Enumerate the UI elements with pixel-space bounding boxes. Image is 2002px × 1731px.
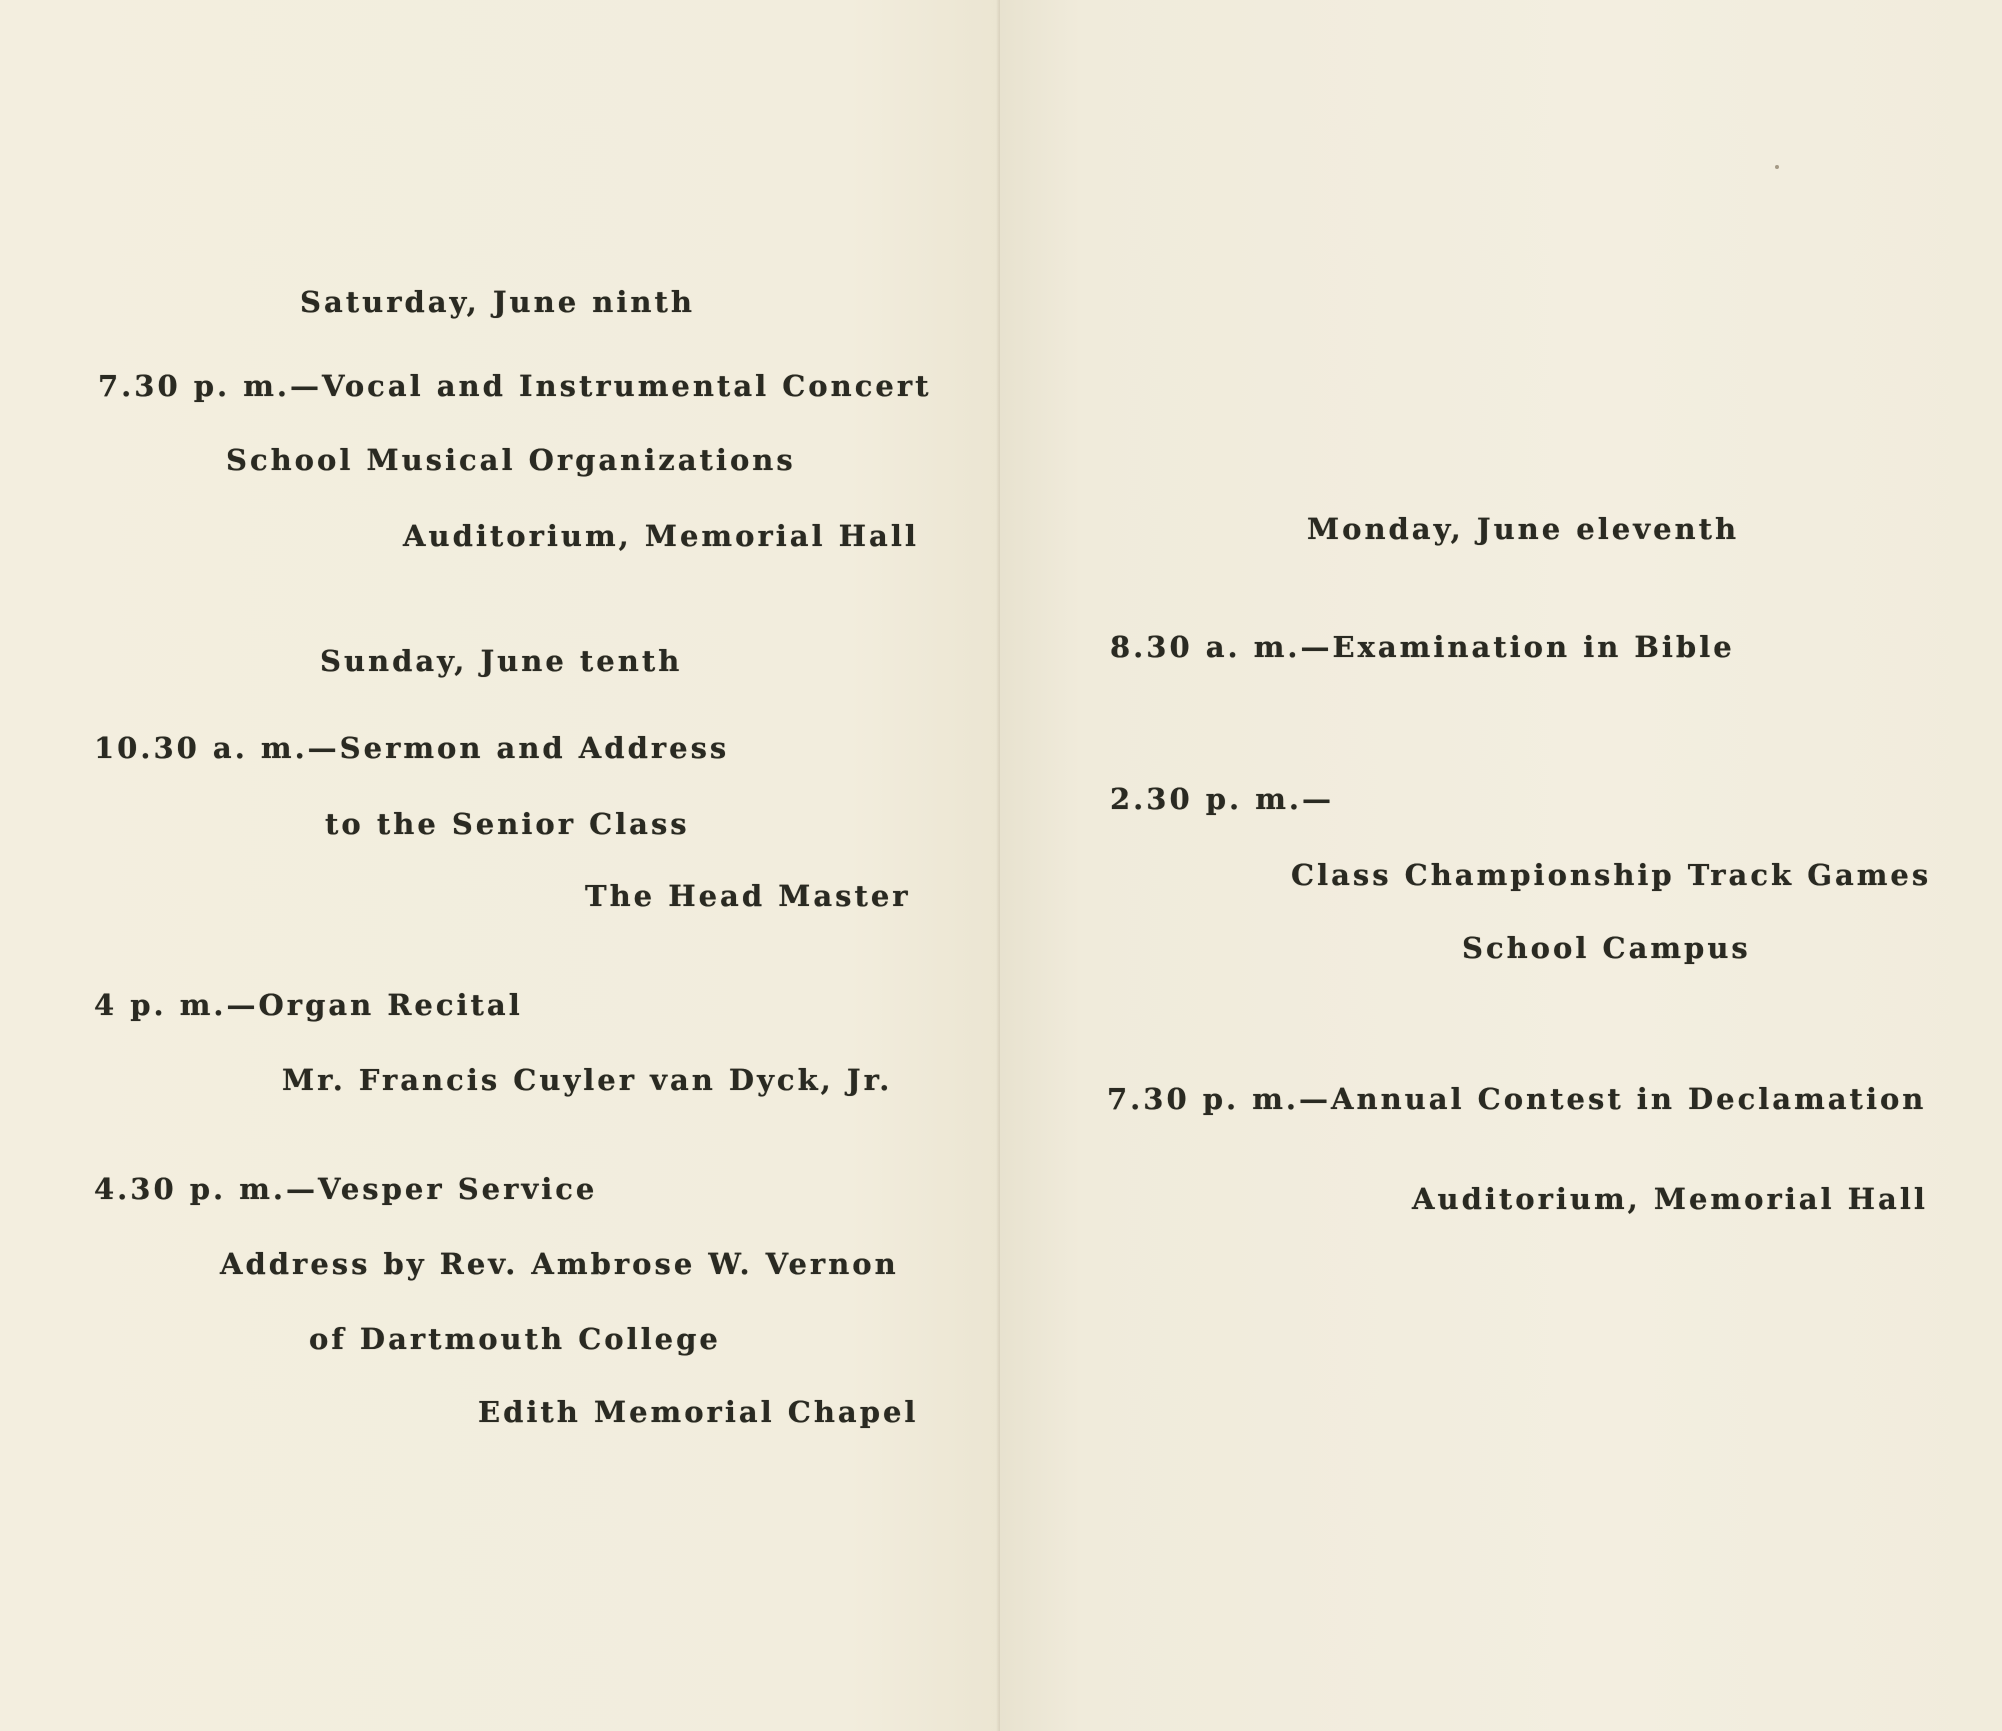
- sunday-sermon-speaker: The Head Master: [585, 879, 911, 913]
- sunday-sermon-audience: to the Senior Class: [325, 807, 690, 841]
- saturday-concert-location: Auditorium, Memorial Hall: [403, 519, 919, 553]
- saturday-heading: Saturday, June ninth: [300, 285, 695, 319]
- monday-track-location: School Campus: [1462, 931, 1751, 965]
- saturday-concert-event: 7.30 p. m.—Vocal and Instrumental Concert: [98, 369, 932, 403]
- sunday-organ-event: 4 p. m.—Organ Recital: [94, 988, 523, 1022]
- sunday-vesper-location: Edith Memorial Chapel: [478, 1395, 919, 1429]
- saturday-concert-performers: School Musical Organizations: [226, 443, 796, 477]
- sunday-organ-performer: Mr. Francis Cuyler van Dyck, Jr.: [282, 1063, 893, 1097]
- monday-contest-event: 7.30 p. m.—Annual Contest in Declamation: [1107, 1082, 1927, 1116]
- sunday-vesper-affiliation: of Dartmouth College: [309, 1322, 721, 1356]
- monday-heading: Monday, June eleventh: [1307, 512, 1740, 546]
- sunday-vesper-event: 4.30 p. m.—Vesper Service: [94, 1172, 598, 1206]
- sunday-sermon-event: 10.30 a. m.—Sermon and Address: [94, 731, 730, 765]
- sunday-vesper-address: Address by Rev. Ambrose W. Vernon: [220, 1247, 899, 1281]
- left-page: [0, 0, 1000, 1731]
- monday-contest-location: Auditorium, Memorial Hall: [1412, 1182, 1928, 1216]
- sunday-heading: Sunday, June tenth: [320, 644, 683, 678]
- monday-track-event: Class Championship Track Games: [1291, 858, 1932, 892]
- monday-exam-event: 8.30 a. m.—Examination in Bible: [1110, 630, 1735, 664]
- monday-track-time: 2.30 p. m.—: [1110, 782, 1334, 816]
- paper-speck: [1775, 165, 1779, 169]
- right-page: [1000, 0, 2002, 1731]
